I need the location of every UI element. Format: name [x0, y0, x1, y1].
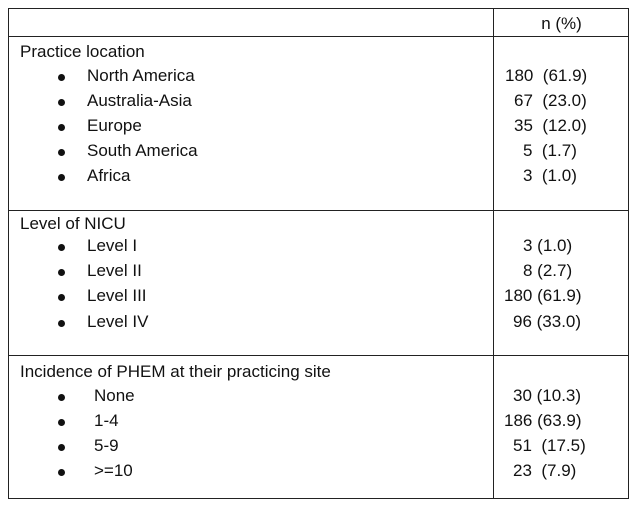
bullet-icon	[58, 269, 65, 276]
bullet-icon	[58, 74, 65, 81]
bullet-icon	[58, 320, 65, 327]
row-value: 180 (61.9)	[504, 286, 582, 305]
row-label: >=10	[94, 461, 133, 480]
bullet-icon	[58, 419, 65, 426]
table-row	[9, 461, 628, 486]
bullet-icon	[58, 469, 65, 476]
column-header-n-pct: n (%)	[541, 14, 582, 33]
bullet-icon	[58, 244, 65, 251]
row-value: 67 (23.0)	[514, 91, 587, 110]
data-table	[8, 8, 629, 499]
section-title: Level of NICU	[20, 214, 126, 233]
bullet-icon	[58, 149, 65, 156]
row-value: 35 (12.0)	[514, 116, 587, 135]
row-label: Level II	[87, 261, 142, 280]
bullet-icon	[58, 174, 65, 181]
section-title: Practice location	[20, 42, 145, 61]
row-label: None	[94, 386, 135, 405]
table-row	[9, 66, 628, 91]
bullet-icon	[58, 394, 65, 401]
table-row	[9, 261, 628, 286]
row-value: 30 (10.3)	[513, 386, 582, 405]
table-row	[9, 236, 628, 261]
table-row	[9, 436, 628, 461]
row-value: 96 (33.0)	[513, 312, 582, 331]
row-label: South America	[87, 141, 198, 160]
row-label: North America	[87, 66, 195, 85]
row-label: Europe	[87, 116, 142, 135]
section-title: Incidence of PHEM at their practicing site	[20, 362, 331, 381]
bullet-icon	[58, 444, 65, 451]
row-value: 3 (1.0)	[523, 236, 573, 255]
row-label: Australia-Asia	[87, 91, 192, 110]
row-label: Level III	[87, 286, 147, 305]
row-label: Africa	[87, 166, 131, 185]
row-value: 186 (63.9)	[504, 411, 582, 430]
section-divider	[9, 210, 628, 211]
table-row	[9, 166, 628, 191]
table-row	[9, 91, 628, 116]
table-row	[9, 141, 628, 166]
row-value: 8 (2.7)	[523, 261, 573, 280]
table-row	[9, 312, 628, 337]
row-label: 1-4	[94, 411, 119, 430]
row-value: 180 (61.9)	[505, 66, 588, 85]
row-value: 51 (17.5)	[513, 436, 586, 455]
table-row	[9, 411, 628, 436]
table-row	[9, 386, 628, 411]
table-row	[9, 286, 628, 311]
section-divider	[9, 355, 628, 356]
row-value: 5 (1.7)	[523, 141, 577, 160]
row-label: Level I	[87, 236, 138, 255]
row-value: 23 (7.9)	[513, 461, 577, 480]
row-value: 3 (1.0)	[523, 166, 577, 185]
header-divider	[9, 36, 628, 37]
table-row	[9, 116, 628, 141]
bullet-icon	[58, 294, 65, 301]
row-label: Level IV	[87, 312, 149, 331]
bullet-icon	[58, 124, 65, 131]
bullet-icon	[58, 99, 65, 106]
row-label: 5-9	[94, 436, 119, 455]
